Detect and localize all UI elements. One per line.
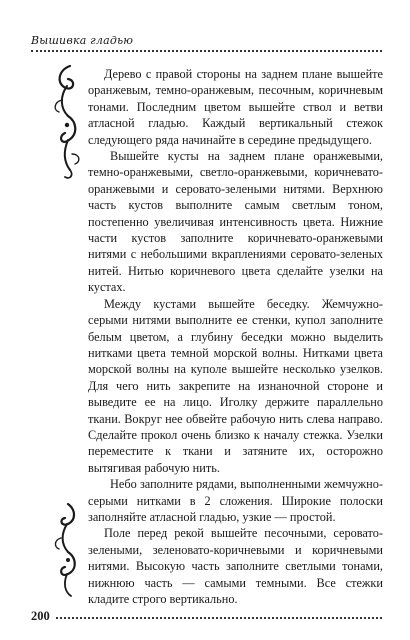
paragraph: Дерево с правой стороны на заднем плане вышейте оранжевым, темно-оранжевым, песочным, коричневым тонами. Последним цветом вышейте ствол и ветви атласной гладью. Каждый вертикальный стежок следующего ряда начинайте в середине предыдущего.: [88, 67, 383, 147]
footer-dotted-rule: [56, 617, 382, 619]
paragraph: Вышейте кусты на заднем плане оранжевыми, темно-оранжевыми, светло-оранжевыми, коричневато-оранжевыми и серовато-зелеными нитями. Верхнюю часть кустов выполните самым светлым тоном, постепенно увеличивая интенсивность цвета. Нижние части кустов заполните коричневато-оранжевыми нитями с небольшими вкраплениями серовато-зеленых нитей. Нитью коричневого цвета сделайте узелки на кустах.: [88, 149, 383, 295]
paragraph: Поле перед рекой вышейте песочными, серовато-зелеными, зеленовато-коричневыми и коричневыми нитями. Высокую часть заполните светлыми тонами, нижнюю часть — самыми темными. Все стежки кладите строго вертикально.: [88, 526, 383, 606]
paragraph: Между кустами вышейте беседку. Жемчужно-серыми нитями выполните ее стенки, купол заполните белым цветом, а глубину беседки можно выделить нитками цвета темной морской волны. Нитками цвета морской волны на куполе вышейте несколько узелков. Для чего нить закрепите на изнаночной стороне и выведите ее на лицо. Иголку держите параллельно ткани. Вокруг нее обвейте рабочую нить слева направо. Сделайте прокол очень близко к началу стежка. Узелки переместите к ткани и затяните их, осторожно вытягивая рабочую нить.: [88, 296, 383, 475]
paragraph: Небо заполните рядами, выполненными жемчужно-серыми нитками в 2 сложения. Широкие полоски заполняйте атласной гладью, узкие — простой.: [88, 477, 383, 524]
swirl-ornament-icon: [50, 62, 84, 182]
page-number: 200: [31, 608, 50, 623]
header-dotted-rule: [31, 50, 382, 52]
running-header: Вышивка гладью: [31, 34, 134, 47]
body-text: [88, 66, 383, 607]
page-footer: [31, 608, 382, 624]
swirl-ornament-icon: [50, 500, 84, 600]
